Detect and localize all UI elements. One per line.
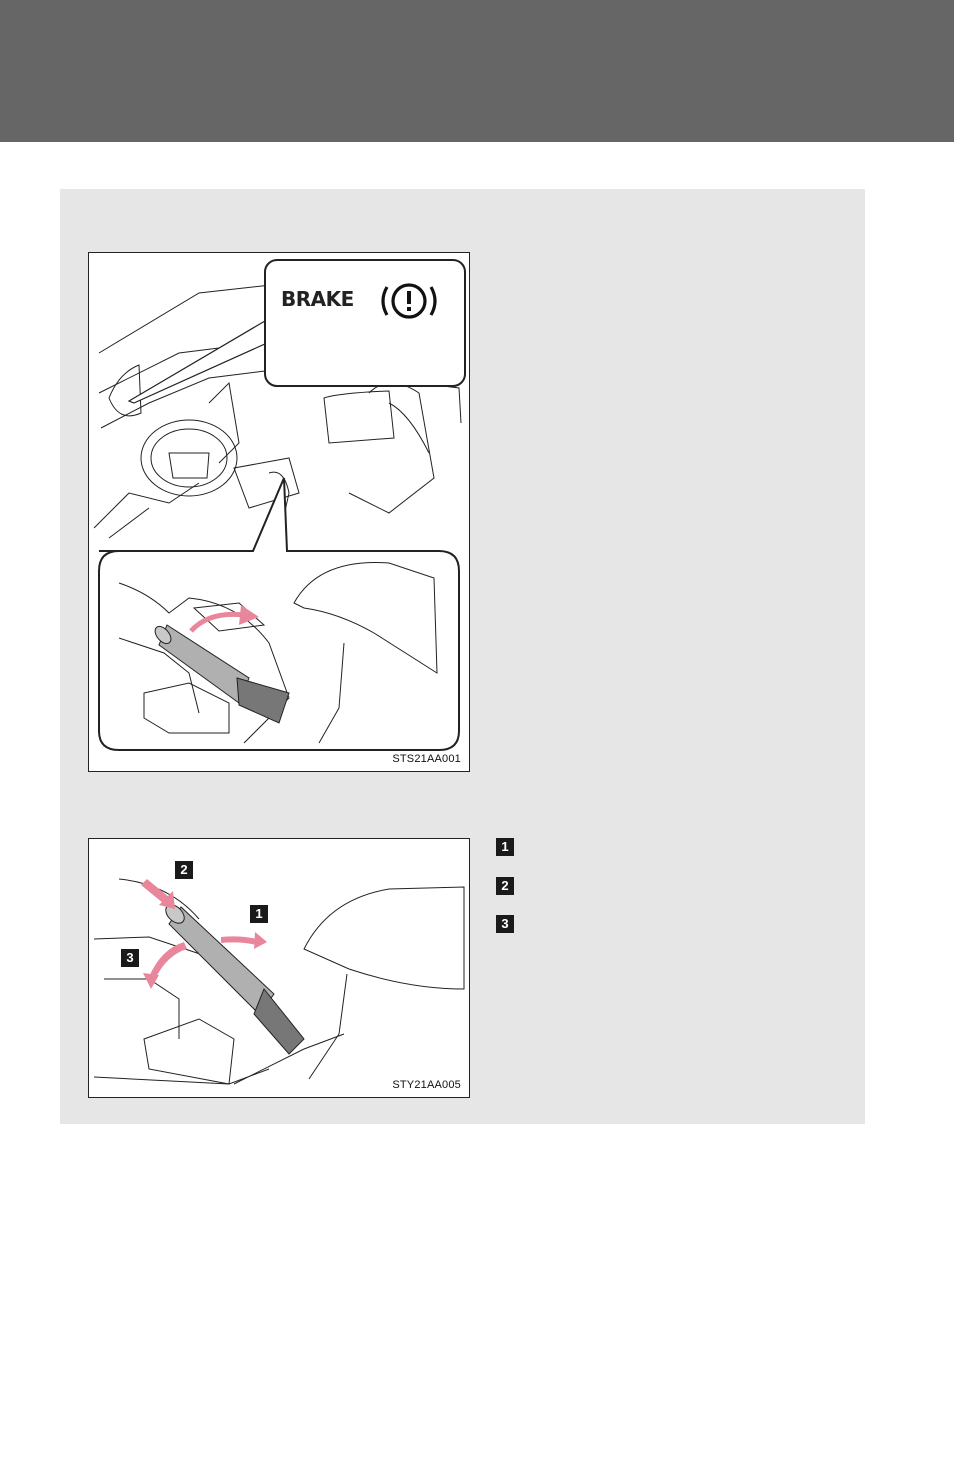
step-marker-3: 3 bbox=[496, 915, 514, 933]
figure-parking-brake-release bbox=[88, 838, 470, 1098]
page-header-bar bbox=[0, 0, 954, 142]
interior-illustration bbox=[89, 253, 469, 771]
lever-release-illustration bbox=[89, 839, 469, 1097]
badge-step-1: 1 bbox=[250, 905, 268, 923]
badge-step-3: 3 bbox=[121, 949, 139, 967]
step-marker-2: 2 bbox=[496, 877, 514, 895]
callout-box-brake bbox=[129, 260, 465, 403]
figure-code: STY21AA005 bbox=[392, 1079, 461, 1091]
figure-code: STS21AA001 bbox=[392, 753, 461, 765]
badge-step-2: 2 bbox=[175, 861, 193, 879]
step-marker-1: 1 bbox=[496, 838, 514, 856]
parking-brake-lever bbox=[162, 901, 304, 1054]
figure-parking-brake-location bbox=[88, 252, 470, 772]
brake-warning-label: BRAKE bbox=[281, 287, 354, 311]
